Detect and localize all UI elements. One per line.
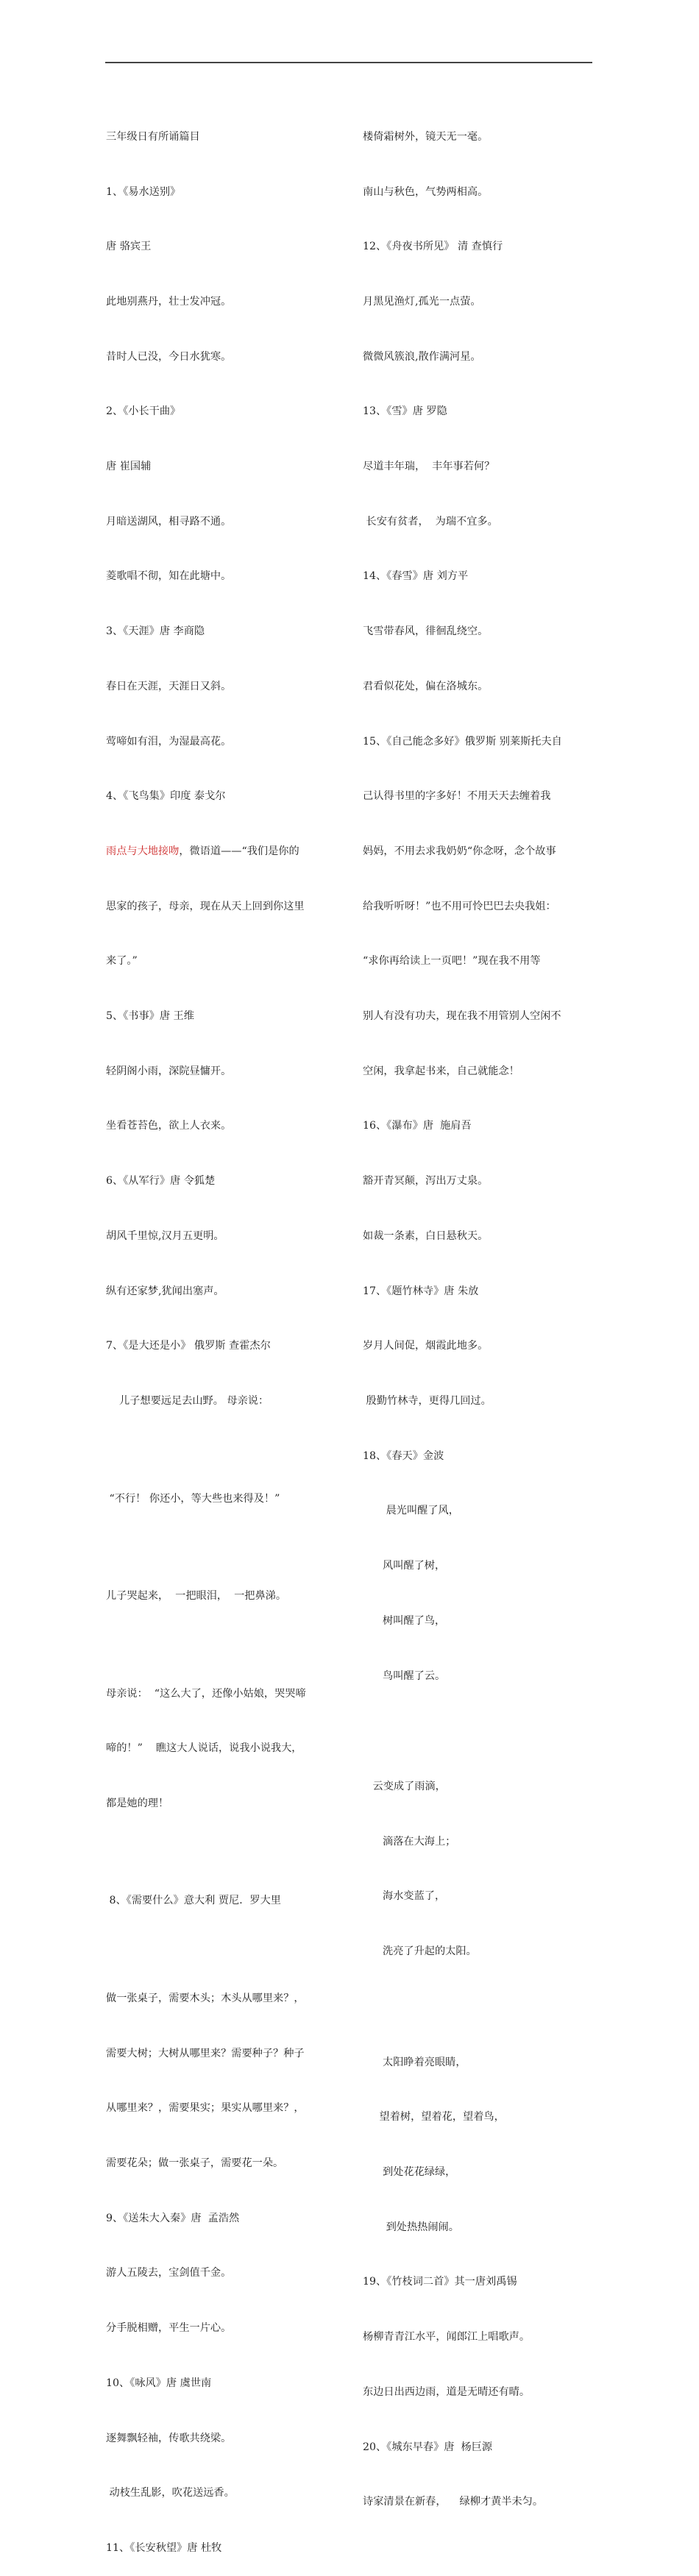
poem-18-line: 树叫醒了鸟， <box>363 1614 446 1627</box>
poem-1-line: 此地别燕丹，壮士发冲冠。 <box>106 295 232 308</box>
poem-11-line: 楼倚霜树外，镜天无一毫。 <box>363 130 489 143</box>
poem-18-line: 太阳睁着亮眼睛， <box>363 2056 466 2068</box>
poem-15-title: 15、《自己能念多好》俄罗斯 别莱斯托夫自 <box>363 735 562 748</box>
poem-19-line: 杨柳青青江水平，闻郎江上唱歌声。 <box>363 2331 531 2343</box>
poem-7-title: 7、《是大还是小》 俄罗斯 查霍杰尔 <box>106 1340 271 1352</box>
poem-18-line: 晨光叫醒了风， <box>363 1505 459 1517</box>
poem-20-title: 20、《城东早春》唐 杨巨源 <box>363 2441 493 2453</box>
poem-17-line: 岁月人间促，烟霞此地多。 <box>363 1340 489 1352</box>
poem-7-line: “不行！ 你还小，等大些也来得及！” <box>106 1492 280 1505</box>
poem-9-title: 9、《送朱大入秦》唐 孟浩然 <box>106 2212 240 2224</box>
poem-16-line: 豁开青冥颠，泻出万丈泉。 <box>363 1175 489 1188</box>
poem-8-line: 从哪里来？，需要果实；果实从哪里来？， <box>106 2102 305 2115</box>
poem-14-title: 14、《春雪》唐 刘方平 <box>363 570 469 583</box>
poem-4-title: 4、《飞鸟集》印度 泰戈尔 <box>106 790 226 803</box>
poem-1-line: 昔时人已没，今日水犹寒。 <box>106 350 232 363</box>
poem-19-line: 东边日出西边雨，道是无晴还有晴。 <box>363 2385 531 2398</box>
right-column <box>363 91 600 2530</box>
poem-8-line: 做一张桌子，需要木头；木头从哪里来？， <box>106 1992 305 2004</box>
poem-18-line: 望着树，望着花，望着鸟， <box>363 2111 505 2123</box>
poem-9-line: 游人五陵去，宝剑值千金。 <box>106 2267 232 2279</box>
poem-12-line: 月黑见渔灯,孤光一点萤。 <box>363 295 481 308</box>
highlighted-text: 雨点与大地接吻 <box>106 845 180 857</box>
poem-16-title: 16、《瀑布》唐 施肩吾 <box>363 1120 472 1132</box>
poem-18-line: 滴落在大海上； <box>363 1835 456 1848</box>
poem-7-line: 啼的！” 瞧这大人说话，说我小说我大， <box>106 1742 302 1755</box>
poem-9-line: 分手脱相赠，平生一片心。 <box>106 2322 232 2335</box>
poem-2-author: 唐 崔国辅 <box>106 461 152 473</box>
poem-10-title: 10、《咏风》唐 虞世南 <box>106 2377 212 2389</box>
poem-1-author: 唐 骆宾王 <box>106 241 152 253</box>
poem-2-line: 月暗送湖风，相寻路不通。 <box>106 515 232 528</box>
poem-13-title: 13、《雪》唐 罗隐 <box>363 405 447 418</box>
poem-18-line: 海水变蓝了， <box>363 1890 446 1903</box>
poem-7-line: 母亲说： “这么大了，还像小姑娘，哭哭啼 <box>106 1687 306 1700</box>
poem-18-line: 到处热热闹闹。 <box>363 2221 459 2233</box>
poem-4-line: 思家的孩子，母亲，现在从天上回到你这里 <box>106 900 305 912</box>
poem-16-line: 如裁一条素，白日悬秋天。 <box>363 1230 489 1242</box>
document-title: 三年级日有所诵篇目 <box>106 130 200 143</box>
header-rule <box>105 62 592 63</box>
poem-17-title: 17、《题竹林寺》唐 朱放 <box>363 1285 479 1297</box>
poem-5-line: 坐看苍苔色，欲上人衣来。 <box>106 1120 232 1132</box>
poem-13-line: 长安有贫者， 为瑞不宜多。 <box>363 515 498 528</box>
poem-17-line: 殷勤竹林寺，更得几回过。 <box>363 1394 492 1407</box>
poem-11-title: 11、《长安秋望》唐 杜牧 <box>106 2542 222 2554</box>
poem-3-line: 莺啼如有泪，为湿最高花。 <box>106 735 232 748</box>
poem-15-line: 空闲，我拿起书来，自己就能念！ <box>363 1065 519 1077</box>
poem-15-line: 己认得书里的字多好！不用天天去缠着我 <box>363 790 551 803</box>
poem-11-line: 南山与秋色，气势两相高。 <box>363 185 489 198</box>
poem-7-line: 儿子想要远足去山野。 母亲说： <box>106 1394 269 1407</box>
poem-2-line: 菱歌唱不彻，知在此塘中。 <box>106 570 232 583</box>
poem-15-line: 妈妈，不用去求我奶奶“你念呀，念个故事 <box>363 845 556 857</box>
poem-8-line: 需要花朵；做一张桌子，需要花一朵。 <box>106 2157 284 2170</box>
poem-4-line-rest: ，微语道——“我们是你的 <box>179 845 299 857</box>
poem-14-line: 飞雪带春风，徘徊乱绕空。 <box>363 625 489 638</box>
poem-5-line: 轻阴阁小雨，深院昼慵开。 <box>106 1065 232 1077</box>
poem-6-line: 胡风千里惊,汉月五更明。 <box>106 1230 224 1242</box>
poem-4-line <box>106 842 343 861</box>
poem-3-line: 春日在天涯，天涯日又斜。 <box>106 680 232 692</box>
poem-15-line: 别人有没有功夫，现在我不用管别人空闲不 <box>363 1010 561 1023</box>
left-column <box>106 91 343 2576</box>
poem-5-title: 5、《书事》唐 王维 <box>106 1010 194 1023</box>
poem-8-line: 需要大树；大树从哪里来？需要种子？种子 <box>106 2047 305 2059</box>
poem-2-title: 2、《小长干曲》 <box>106 405 181 418</box>
poem-6-line: 纵有还家梦,犹闻出塞声。 <box>106 1285 224 1297</box>
poem-4-line: 来了。” <box>106 955 138 968</box>
poem-12-title: 12、《舟夜书所见》 清 查慎行 <box>363 241 503 253</box>
poem-18-line: 到处花花绿绿， <box>363 2166 456 2179</box>
poem-18-title: 18、《春天》金波 <box>363 1450 444 1462</box>
poem-7-line: 儿子哭起来， 一把眼泪， 一把鼻涕。 <box>106 1590 287 1603</box>
poem-20-line: 诗家清景在新春， 绿柳才黄半未匀。 <box>363 2496 544 2508</box>
poem-18-line: 云变成了雨滴， <box>363 1781 446 1793</box>
poem-19-title: 19、《竹枝词二首》其一唐刘禹锡 <box>363 2276 517 2288</box>
poem-10-line: 逐舞飘轻袖，传歌共绕梁。 <box>106 2432 232 2444</box>
poem-18-line: 洗亮了升起的太阳。 <box>363 1945 477 1958</box>
poem-13-line: 尽道丰年瑞， 丰年事若何？ <box>363 461 495 473</box>
poem-3-title: 3、《天涯》唐 李商隐 <box>106 625 205 638</box>
poem-12-line: 微微风簇浪,散作满河星。 <box>363 350 481 363</box>
poem-15-line: “求你再给读上一页吧！”现在我不用等 <box>363 955 541 968</box>
poem-8-title: 8、《需要什么》意大利 贾尼．罗大里 <box>106 1895 281 1907</box>
poem-15-line: 给我听听呀！”也不用可怜巴巴去央我姐： <box>363 900 556 912</box>
poem-14-line: 君看似花处，偏在洛城东。 <box>363 680 489 692</box>
poem-1-title: 1、《易水送别》 <box>106 185 181 198</box>
poem-6-title: 6、《从军行》唐 令狐楚 <box>106 1175 216 1188</box>
poem-18-line: 风叫醒了树， <box>363 1560 446 1572</box>
poem-10-line: 动枝生乱影，吹花送远香。 <box>106 2487 235 2499</box>
poem-18-line: 鸟叫醒了云。 <box>363 1670 446 1682</box>
poem-7-line: 都是她的理！ <box>106 1797 169 1809</box>
